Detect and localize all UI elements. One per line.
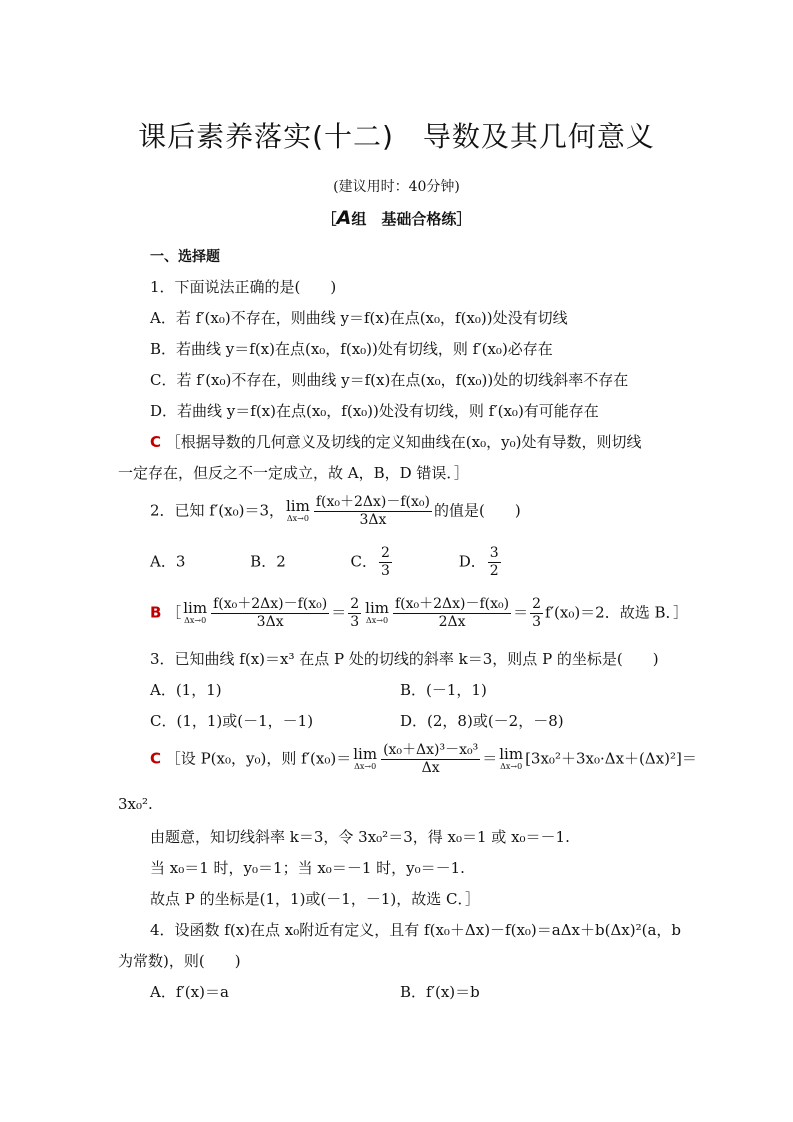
- q3-exp-line5: 故点 P 的坐标是(1，1)或(－1，－1)，故选 C．］: [150, 890, 480, 908]
- lim-sub: Δx→0: [286, 514, 309, 523]
- q3-exp-line3: 由题意，知切线斜率 k＝3，令 3x₀²＝3，得 x₀＝1 或 x₀＝－1.: [150, 828, 570, 846]
- frac-den: 3: [381, 563, 390, 579]
- q2-exp-limit-1: [183, 601, 207, 626]
- equals: ＝: [482, 749, 498, 768]
- q3-answer-line: [150, 742, 697, 777]
- q1-answer: C: [150, 433, 162, 451]
- q2-option-d: D．: [458, 552, 486, 571]
- frac-num: (x₀＋Δx)³－x₀³: [383, 742, 479, 758]
- q3-exp-frac: [381, 742, 480, 777]
- frac-num: f(x₀＋2Δx)－f(x₀): [394, 596, 510, 612]
- q1-option-b: B．若曲线 y＝f(x)在点(x₀，f(x₀))处有切线，则 f′(x₀)必存在: [150, 340, 553, 358]
- lim-sub: Δx→0: [354, 762, 377, 771]
- group-label: 组 基础合格练: [351, 210, 457, 228]
- q3-exp-line4: 当 x₀＝1 时，y₀＝1；当 x₀＝－1 时，y₀＝－1.: [150, 859, 465, 877]
- group-header: [0, 207, 793, 229]
- frac-den: Δx: [421, 760, 440, 776]
- q1-explanation-2: 一定存在，但反之不一定成立，故 A，B，D 错误．］: [118, 464, 469, 482]
- frac-num: f(x₀＋2Δx)－f(x₀): [213, 596, 328, 612]
- q3-option-a: A．(1，1): [150, 681, 222, 699]
- frac-den: 3: [532, 614, 542, 630]
- lim-word: lim: [286, 497, 310, 515]
- q2-option-c-frac: [379, 545, 392, 580]
- q3-stem: 3．已知曲线 f(x)＝x³ 在点 P 处的切线的斜率 k＝3，则点 P 的坐标是( ): [150, 650, 659, 668]
- q2-exp-open: ［: [166, 603, 182, 622]
- lim-word: lim: [499, 745, 524, 763]
- group-bracket-open: ［: [321, 210, 337, 228]
- q3-exp-tail: [3x₀²＋3x₀·Δx＋(Δx)²]＝: [525, 749, 697, 768]
- q2-numerator: f(x₀＋2Δx)－f(x₀): [315, 494, 430, 510]
- frac-num: 2: [532, 596, 542, 612]
- q3-answer: C: [150, 749, 162, 768]
- q1-answer-line: [150, 431, 641, 452]
- q2-fraction: [314, 494, 432, 529]
- lim-sub: Δx→0: [500, 762, 523, 771]
- equals: ＝: [513, 603, 529, 622]
- q4-option-a: A．f′(x)＝a: [150, 983, 229, 1001]
- q4-stem-1: 4．设函数 f(x)在点 x₀附近有定义，且有 f(x₀＋Δx)－f(x₀)＝aΔx＋b(Δx)²(a，b: [150, 921, 682, 939]
- lim-sub: Δx→0: [184, 616, 207, 625]
- q2-stem: [150, 494, 521, 529]
- frac-den: 2Δx: [438, 614, 466, 630]
- q2-stem-pre: 2．已知 f′(x₀)＝3，: [150, 501, 284, 520]
- q2-answer-line: [150, 596, 688, 631]
- q2-option-b: B．2: [250, 552, 286, 571]
- suggested-time: (建议用时：40分钟): [333, 179, 460, 195]
- frac-den: 2: [489, 563, 499, 579]
- q1-stem: 1．下面说法正确的是( ): [150, 278, 337, 296]
- frac-den: 3: [350, 614, 360, 630]
- q2-exp-coef: [348, 596, 361, 631]
- q3-option-d: D．(2，8)或(－2，－8): [400, 712, 564, 730]
- q4-option-b: B．f′(x)＝b: [400, 983, 480, 1001]
- q1-explanation-1: ［根据导数的几何意义及切线的定义知曲线在(x₀，y₀)处有导数，则切线: [165, 433, 642, 451]
- q2-exp-tail: f′(x₀)＝2．故选 B．］: [545, 603, 689, 622]
- q2-limit: [286, 499, 310, 524]
- q3-exp-limit-2: [499, 747, 523, 772]
- frac-num: 3: [489, 545, 499, 561]
- lim-word: lim: [183, 599, 208, 617]
- q3-exp-limit-1: [353, 747, 377, 772]
- q2-stem-post: 的值是( ): [433, 501, 521, 520]
- q2-options: [150, 545, 503, 580]
- q2-option-a: A．3: [150, 552, 186, 571]
- q3-exp-line2: 3x₀².: [118, 795, 153, 813]
- q1-option-a: A．若 f′(x₀)不存在，则曲线 y＝f(x)在点(x₀，f(x₀))处没有切线: [150, 309, 568, 327]
- q2-option-c: C．: [350, 552, 378, 571]
- q2-answer: B: [150, 603, 162, 622]
- lim-word: lim: [353, 745, 378, 763]
- frac-den: 3Δx: [256, 614, 284, 630]
- group-letter: A: [336, 207, 352, 229]
- lim-sub: Δx→0: [366, 616, 389, 625]
- q2-exp-limit-2: [365, 601, 389, 626]
- q1-option-c: C．若 f′(x₀)不存在，则曲线 y＝f(x)在点(x₀，f(x₀))处的切线斜率不存在: [150, 371, 629, 389]
- q2-option-d-frac: [488, 545, 501, 580]
- q2-denominator: 3Δx: [359, 512, 387, 528]
- q2-exp-frac-2: [393, 596, 511, 631]
- q3-exp-pre: ［设 P(x₀，y₀)，则 f′(x₀)＝: [165, 749, 352, 768]
- frac-num: 2: [381, 545, 390, 561]
- q3-option-b: B．(－1，1): [400, 681, 487, 699]
- section-heading: 一、选择题: [150, 249, 220, 265]
- q4-stem-2: 为常数)，则( ): [118, 952, 241, 970]
- q1-option-d: D．若曲线 y＝f(x)在点(x₀，f(x₀))处没有切线，则 f′(x₀)有可能存在: [150, 402, 599, 420]
- q2-exp-coef-2: [530, 596, 543, 631]
- page-title: 课后素养落实(十二) 导数及其几何意义: [138, 120, 655, 153]
- equals: ＝: [331, 603, 347, 622]
- frac-num: 2: [350, 596, 360, 612]
- group-bracket-close: ］: [456, 210, 472, 228]
- q2-exp-frac-1: [211, 596, 329, 631]
- q3-option-c: C．(1，1)或(－1，－1): [150, 712, 314, 730]
- lim-word: lim: [365, 599, 389, 617]
